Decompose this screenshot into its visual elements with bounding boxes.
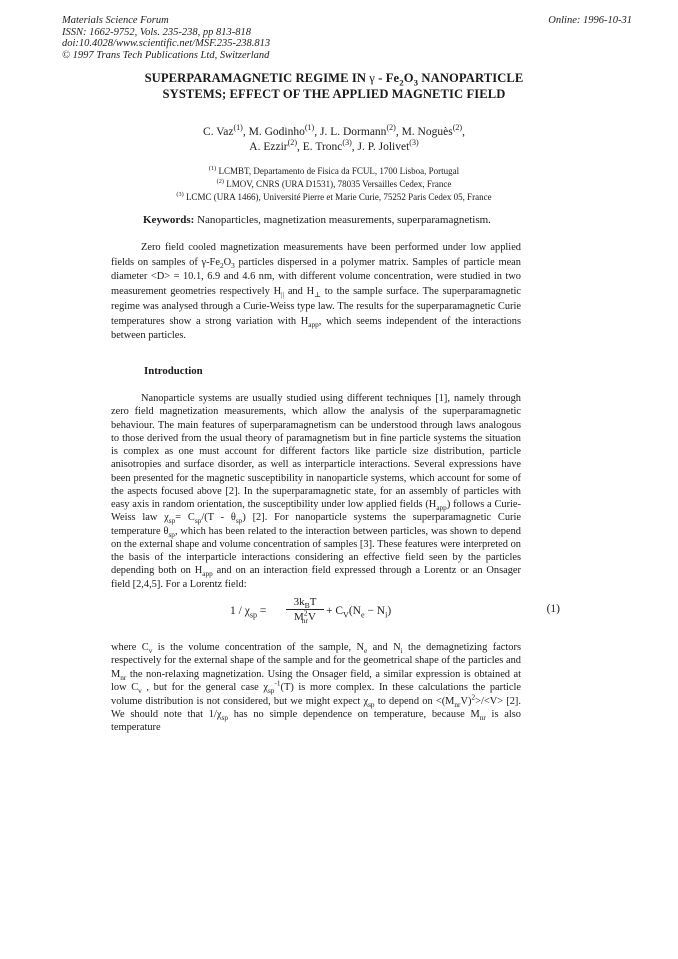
equation-number: (1) <box>546 603 560 615</box>
issn-line: ISSN: 1662-9752, Vols. 235-238, pp 813-818 <box>62 26 251 38</box>
equation-1 <box>230 596 560 626</box>
affiliation-list <box>60 165 608 204</box>
equation-rhs: + $C_V(N_e - N_i)$ <box>326 605 392 620</box>
keywords-label: Keywords: <box>143 214 195 226</box>
affiliation-1: $^{(1)}$ LCMBT, Departamento de Fisica da FCUL, 1700 Lisboa, Portugal <box>208 165 460 176</box>
doi-line: doi:10.4028/www.scientific.net/MSF.235-238.813 <box>62 38 271 49</box>
post-equation-paragraph: where $C_v$ is the volume concentration of the sample, $N_e$ and $N_i$ the demagnetizing factors respectively for the external shape of the sample and for the geometrical shape of the particles and $M_{nr}$ the non-relaxing magnetization. Using the Onsager field, a similar expression is obtained at low $C_v$ , but for the general case $\chi_{sp}^{-1}(T)$ is more complex. In these calculations the particle volume distribution is not considered, but we might expect $\chi_{sp}$ to depend on $<(M_{nr}V)^2>/<V> [2]$. We should note that $1/\chi_{sp}$ has no simple dependence on temperature, because $M_{nr}$ is also temperature <box>111 642 522 734</box>
paper-title <box>60 70 608 102</box>
online-date: Online: 1996-10-31 <box>548 15 632 26</box>
section-heading-introduction: Introduction <box>144 365 203 377</box>
journal-header <box>62 15 270 61</box>
title-line-1: SUPERPARAMAGNETIC REGIME IN γ - $Fe_2O_3$ NANOPARTICLE <box>144 71 524 88</box>
introduction-paragraph: Nanoparticle systems are usually studied using different techniques [1], namely through zero field magnetization measurements, which allow the analysis of the superparamagnetic behaviour. The main features of superparamagnetism can be understood through laws analogous to those derived from the usual theory of paramagnetism but in fine particle systems the situation is complex as one must account for different factors like particle size distribution, particle anisotropies and surface disorder, as well as interparticle interactions. Several expressions have been presented for the magnetic susceptibility in nanoparticle systems, which account for some of the aspects focused above [2]. In the superparamagnetic state, for an assembly of particles with easy axis in random orientation, the susceptibility under low applied fields $(H_{app})$ follows a Curie-Weiss law $\chi_{sp}= C_{sp}/(T - \theta_{sp})$ [2]. For nanoparticle systems the superparamagnetic Curie temperature $\theta_{sp}$, which has been related to the interaction between particles, was shown to depend on the external shape and volume concentration of samples [3]. These features were interpreted on the basis of the interparticle interactions considering an effective field seen by the particles depending both on $H_{app}$ and on an interaction field expressed through a Lorentz or an Onsager field [2,4,5]. For a Lorentz field: <box>111 393 522 590</box>
copyright-line: © 1997 Trans Tech Publications Ltd, Switzerland <box>62 49 270 61</box>
affiliation-2: $^{(2)}$ LMOV, CNRS (URA D1531), 78035 Versailles Cedex, France <box>216 178 452 189</box>
keywords <box>143 214 491 226</box>
fraction-denominator: $M^2_{nr}V$ <box>294 608 316 626</box>
keywords-text: Nanoparticles, magnetization measurements, superparamagnetism. <box>194 214 491 226</box>
abstract: Zero field cooled magnetization measurements have been performed under low applied fields on samples of $\gamma-Fe_2O_3$ particles dispersed in a polymer matrix. Samples of particle mean diameter <D> = 10.1, 6.9 and 4.6 nm, with different volume concentration, were studied in two measurement geometries respectively $H_{||}$ and $H_\perp$ to the sample surface. The superparamagnetic regime was analysed through a Curie-Weiss type law. The results for the superparamagnetic Curie temperatures show a strong variation with $H_{app}$, which seems independent of the interactions between particles. <box>111 242 521 342</box>
title-line-2: SYSTEMS; EFFECT OF THE APPLIED MAGNETIC FIELD <box>162 87 506 101</box>
affiliation-3: $^{(3)}$ LCMC (URA 1466), Université Pierre et Marie Curie, 75252 Paris Cedex 05, France <box>176 191 492 202</box>
equation-fraction <box>286 596 324 626</box>
equation-lhs: $1 / \chi_{sp}$ = <box>230 605 267 620</box>
author-list: C. Vaz$^{(1)}$, M. Godinho$^{(1)}$, J. L. Dormann$^{(2)}$, M. Noguès$^{(2)}$, A. Ezzir$^{(2)}$, E. Tronc$^{(3)}$, J. P. Jolivet$^{(3)}$ <box>203 123 465 153</box>
fraction-numerator: $3k_BT$ <box>286 596 324 610</box>
journal-name: Materials Science Forum <box>62 15 169 26</box>
